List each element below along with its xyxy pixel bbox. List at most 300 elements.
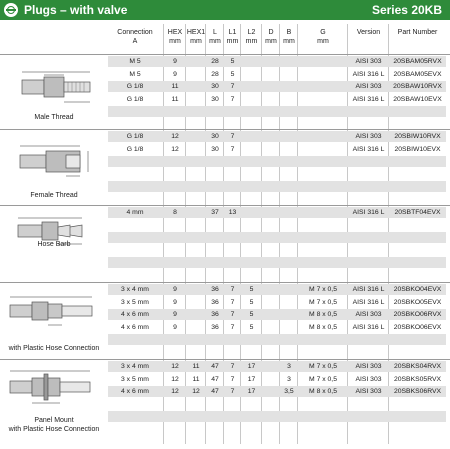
cell-hex: 9 (173, 323, 177, 331)
cell-l (206, 169, 224, 180)
cell-hex1 (186, 144, 206, 155)
series-label: Series 20KB (371, 3, 442, 17)
table-row (108, 144, 446, 155)
cell-b (280, 106, 298, 117)
table-row (108, 334, 446, 345)
cell-version (348, 106, 389, 117)
cell-l1 (224, 169, 241, 180)
cell-b (280, 232, 298, 243)
cell-part (389, 347, 446, 358)
cell-g (298, 232, 348, 243)
cell-hex: 12 (171, 388, 179, 395)
cell-version (348, 169, 389, 180)
cell-b (280, 144, 298, 155)
cell-conn (108, 334, 162, 345)
cell-hex: 9 (173, 58, 177, 65)
table-row (108, 169, 446, 180)
cell-part (389, 106, 446, 117)
cell-b: 3 (287, 363, 291, 370)
cell-version (348, 424, 389, 435)
cell-l2: 5 (249, 323, 254, 331)
cell-conn: M 5 (129, 58, 141, 65)
cell-conn (108, 411, 162, 422)
cell-l1: 7 (230, 323, 235, 331)
cell-l1: 5 (230, 70, 235, 78)
cell-hex: 12 (171, 363, 179, 370)
group-separator (0, 282, 450, 283)
table-row (108, 69, 446, 80)
cell-l: 28 (211, 70, 219, 78)
cell-b (280, 56, 298, 67)
cell-l: 36 (211, 311, 219, 318)
cell-conn: 4 x 6 mm (121, 323, 149, 331)
cell-hex: 9 (173, 311, 177, 318)
cell-l1: 7 (230, 375, 235, 383)
cell-hex (164, 334, 186, 345)
cell-l2 (241, 144, 262, 155)
cell-d (262, 334, 280, 345)
cell-l1: 7 (230, 311, 235, 318)
cell-hex1 (186, 297, 206, 308)
page-title: Plugs – with valve (24, 3, 128, 17)
cell-hex1 (186, 119, 206, 130)
cell-conn: G 1/8 (126, 83, 144, 90)
cell-l1: 7 (230, 388, 235, 395)
cell-g (298, 56, 348, 67)
table-row (108, 361, 446, 372)
cell-version (348, 347, 389, 358)
cell-version: AISI 303 (355, 375, 382, 383)
cell-conn: 3 x 5 mm (121, 298, 149, 306)
cell-part (389, 194, 446, 205)
cell-l (206, 119, 224, 130)
cell-l (206, 232, 224, 243)
cell-d (262, 270, 280, 281)
cell-hex1 (186, 94, 206, 105)
column-header-version: Version (356, 29, 381, 36)
cell-hex1 (186, 257, 206, 268)
cell-d (262, 181, 280, 192)
cell-part: 20SBAW10RVX (393, 83, 442, 90)
cell-version: AISI 316 L (352, 145, 385, 153)
cell-l (206, 156, 224, 167)
cell-hex1 (186, 284, 206, 295)
table-row (108, 131, 446, 142)
table-row (108, 411, 446, 422)
cell-d (262, 81, 280, 92)
cell-hex1 (186, 220, 206, 231)
cell-version (348, 181, 389, 192)
cell-version: AISI 316 L (352, 209, 385, 216)
cell-conn (108, 220, 162, 231)
cell-part (389, 411, 446, 422)
cell-l2: 5 (249, 286, 254, 293)
cell-part: 20SBAM05RVX (393, 58, 442, 65)
table-row (108, 207, 446, 218)
cell-b: 3 (287, 375, 291, 383)
cell-l1 (224, 347, 241, 358)
cell-part (389, 169, 446, 180)
cell-b (280, 334, 298, 345)
cell-g (298, 94, 348, 105)
panel-mount-plug-icon (6, 368, 102, 411)
cell-g (298, 69, 348, 80)
cell-g (298, 194, 348, 205)
cell-hex1 (186, 106, 206, 117)
cell-part: 20SBAM05EVX (393, 70, 442, 78)
column-header-b: B mm (283, 29, 295, 45)
cell-hex1 (186, 69, 206, 80)
cell-version: AISI 303 (355, 311, 382, 318)
cell-l: 30 (211, 133, 219, 140)
cell-l (206, 411, 224, 422)
cell-l1 (224, 257, 241, 268)
table-row (108, 424, 446, 435)
brand-logo-icon (4, 3, 18, 17)
cell-l2 (241, 270, 262, 281)
cell-l1: 13 (228, 209, 237, 216)
cell-d (262, 347, 280, 358)
cell-conn: 4 x 6 mm (121, 311, 149, 318)
cell-b (280, 81, 298, 92)
cell-b (280, 284, 298, 295)
cell-hex1 (186, 131, 206, 142)
cell-l2 (241, 181, 262, 192)
cell-d (262, 56, 280, 67)
male-thread-plug-icon (12, 66, 102, 113)
cell-conn: G 1/8 (126, 95, 144, 103)
table-row (108, 386, 446, 397)
cell-l2 (241, 194, 262, 205)
cell-d (262, 309, 280, 320)
cell-part (389, 257, 446, 268)
cell-part: 20SBKS05RVX (393, 375, 442, 383)
cell-l2 (241, 220, 262, 231)
cell-hex (164, 106, 186, 117)
cell-hex (164, 399, 186, 410)
cell-l2 (241, 169, 262, 180)
cell-l2 (241, 257, 262, 268)
cell-d (262, 297, 280, 308)
cell-conn: M 5 (129, 70, 141, 78)
cell-d (262, 220, 280, 231)
cell-hex1 (186, 156, 206, 167)
cell-l (206, 245, 224, 256)
cell-l1: 7 (230, 298, 235, 306)
group-label: Female Thread (30, 192, 78, 199)
cell-version (348, 119, 389, 130)
cell-hex1 (186, 399, 206, 410)
cell-conn (108, 399, 162, 410)
cell-g (298, 220, 348, 231)
cell-l1: 7 (230, 363, 235, 370)
column-header-connection: Connection A (117, 29, 153, 45)
cell-hex1 (186, 245, 206, 256)
group-label: Hose Barb (37, 241, 71, 248)
table-row (108, 181, 446, 192)
cell-l1 (224, 399, 241, 410)
cell-g: M 7 x 0,5 (309, 363, 337, 370)
cell-b (280, 94, 298, 105)
cell-hex1 (186, 322, 206, 333)
cell-g (298, 347, 348, 358)
table-row (108, 270, 446, 281)
cell-hex: 12 (171, 375, 179, 383)
cell-conn: 3 x 5 mm (121, 375, 149, 383)
cell-part: 20SBKO06RVX (393, 311, 442, 318)
cell-conn (108, 181, 162, 192)
table-row (108, 156, 446, 167)
cell-hex: 9 (173, 70, 177, 78)
cell-version (348, 232, 389, 243)
cell-g (298, 411, 348, 422)
cell-l (206, 257, 224, 268)
cell-l: 36 (211, 323, 219, 331)
cell-l1 (224, 245, 241, 256)
cell-hex (164, 347, 186, 358)
cell-l1 (224, 194, 241, 205)
cell-b (280, 297, 298, 308)
cell-part: 20SBKO04EVX (393, 286, 442, 293)
cell-g: M 7 x 0,5 (309, 375, 337, 383)
cell-l1 (224, 106, 241, 117)
cell-hex1 (186, 169, 206, 180)
table-row (108, 374, 446, 385)
cell-b (280, 399, 298, 410)
cell-l (206, 347, 224, 358)
cell-l2 (241, 131, 262, 142)
column-header-l1: L1 mm (226, 29, 239, 45)
cell-b (280, 220, 298, 231)
group-label: Panel Mount with Plastic Hose Connection (8, 417, 100, 433)
group-separator (0, 205, 450, 206)
cell-d (262, 156, 280, 167)
cell-conn (108, 106, 162, 117)
cell-d (262, 386, 280, 397)
cell-l: 37 (211, 209, 219, 216)
cell-hex1 (186, 194, 206, 205)
cell-d (262, 232, 280, 243)
cell-d (262, 245, 280, 256)
cell-l1 (224, 334, 241, 345)
cell-l1: 7 (230, 95, 235, 103)
cell-hex: 11 (171, 95, 179, 103)
cell-b (280, 207, 298, 218)
cell-g: M 7 x 0,5 (309, 298, 337, 306)
cell-l2 (241, 69, 262, 80)
cell-b (280, 119, 298, 130)
cell-l1 (224, 181, 241, 192)
cell-part: 20SBKO05EVX (393, 298, 442, 306)
cell-g (298, 169, 348, 180)
cell-b (280, 131, 298, 142)
cell-version: AISI 316 L (352, 323, 385, 331)
cell-g (298, 245, 348, 256)
cell-l2 (241, 94, 262, 105)
cell-d (262, 131, 280, 142)
cell-conn: G 1/8 (126, 145, 144, 153)
cell-d (262, 322, 280, 333)
cell-l1 (224, 424, 241, 435)
cell-part (389, 232, 446, 243)
cell-conn: 3 x 4 mm (121, 363, 149, 370)
column-header-g: G mm (317, 29, 329, 45)
cell-l2 (241, 119, 262, 130)
cell-part: 20SBKS06RVX (393, 388, 442, 395)
cell-l (206, 334, 224, 345)
table-row (108, 245, 446, 256)
cell-l1 (224, 232, 241, 243)
cell-l2: 5 (249, 311, 254, 318)
cell-l2: 5 (249, 298, 254, 306)
cell-l (206, 220, 224, 231)
cell-l: 47 (211, 388, 219, 395)
cell-hex1 (186, 309, 206, 320)
cell-hex (164, 156, 186, 167)
cell-conn (108, 232, 162, 243)
cell-g (298, 399, 348, 410)
cell-hex (164, 245, 186, 256)
cell-l2 (241, 56, 262, 67)
cell-hex (164, 232, 186, 243)
cell-l2 (241, 334, 262, 345)
group-separator (0, 54, 450, 55)
cell-part: 20SBIW10RVX (394, 133, 441, 140)
column-header-part: Part Number (397, 29, 438, 36)
cell-hex1 (186, 347, 206, 358)
cell-l1: 7 (230, 286, 235, 293)
cell-g: M 8 x 0,5 (309, 388, 337, 395)
column-header-d: D mm (265, 29, 277, 45)
cell-part (389, 181, 446, 192)
cell-b (280, 181, 298, 192)
cell-version: AISI 316 L (352, 286, 385, 293)
cell-d (262, 374, 280, 385)
cell-conn (108, 194, 162, 205)
cell-hex1 (186, 56, 206, 67)
cell-g (298, 131, 348, 142)
table-row (108, 106, 446, 117)
header-bar (0, 0, 450, 20)
column-header-hex: HEX mm (167, 29, 183, 45)
cell-conn (108, 169, 162, 180)
table-row (108, 309, 446, 320)
cell-d (262, 94, 280, 105)
cell-hex (164, 169, 186, 180)
cell-g (298, 181, 348, 192)
group-separator (0, 129, 450, 130)
cell-hex (164, 411, 186, 422)
cell-l1: 7 (230, 133, 235, 140)
cell-version: AISI 303 (355, 133, 382, 140)
cell-l1 (224, 411, 241, 422)
cell-l1: 5 (230, 58, 235, 65)
column-header-l: L mm (209, 29, 221, 45)
cell-b (280, 347, 298, 358)
plastic-hose-connection-plug-icon (6, 293, 102, 334)
cell-l1: 7 (230, 83, 235, 90)
cell-hex1 (186, 232, 206, 243)
cell-b (280, 424, 298, 435)
cell-l: 30 (211, 83, 219, 90)
cell-hex1 (186, 207, 206, 218)
cell-b (280, 169, 298, 180)
column-header-l2: L2 mm (245, 29, 258, 45)
cell-l (206, 424, 224, 435)
cell-l2 (241, 245, 262, 256)
cell-g: M 8 x 0,5 (309, 311, 337, 318)
cell-l1: 7 (230, 145, 235, 153)
table-row (108, 297, 446, 308)
group-label: with Plastic Hose Connection (8, 345, 100, 352)
cell-g (298, 257, 348, 268)
cell-part (389, 245, 446, 256)
cell-conn (108, 156, 162, 167)
cell-version (348, 270, 389, 281)
cell-g (298, 156, 348, 167)
table-row (108, 322, 446, 333)
cell-version (348, 411, 389, 422)
cell-conn: 3 x 4 mm (121, 286, 149, 293)
cell-g (298, 270, 348, 281)
cell-l2 (241, 207, 262, 218)
cell-hex (164, 257, 186, 268)
cell-part (389, 399, 446, 410)
cell-d (262, 361, 280, 372)
cell-part: 20SBKO06EVX (393, 323, 442, 331)
cell-b (280, 411, 298, 422)
column-header-hex1: HEX1 mm (186, 29, 206, 45)
cell-hex1 (186, 181, 206, 192)
cell-conn: 4 mm (126, 209, 144, 216)
cell-l (206, 106, 224, 117)
table-row (108, 232, 446, 243)
cell-conn (108, 424, 162, 435)
cell-version: AISI 316 L (352, 298, 385, 306)
cell-hex (164, 119, 186, 130)
cell-d (262, 284, 280, 295)
cell-l: 36 (211, 286, 219, 293)
cell-b (280, 156, 298, 167)
cell-d (262, 169, 280, 180)
cell-hex (164, 181, 186, 192)
cell-b (280, 245, 298, 256)
cell-hex (164, 424, 186, 435)
cell-version: AISI 303 (355, 58, 382, 65)
cell-b (280, 322, 298, 333)
cell-conn: G 1/8 (126, 133, 144, 140)
cell-b (280, 270, 298, 281)
cell-g (298, 207, 348, 218)
cell-l: 28 (211, 58, 219, 65)
cell-l: 30 (211, 145, 219, 153)
cell-conn (108, 119, 162, 130)
cell-d (262, 257, 280, 268)
cell-l1 (224, 119, 241, 130)
table-row (108, 220, 446, 231)
cell-d (262, 399, 280, 410)
table-row (108, 81, 446, 92)
cell-part (389, 220, 446, 231)
cell-hex: 8 (173, 209, 177, 216)
group-label: Male Thread (34, 114, 74, 121)
cell-version: AISI 303 (355, 83, 382, 90)
cell-l (206, 194, 224, 205)
cell-d (262, 424, 280, 435)
cell-l2 (241, 411, 262, 422)
cell-b (280, 309, 298, 320)
table-row (108, 284, 446, 295)
